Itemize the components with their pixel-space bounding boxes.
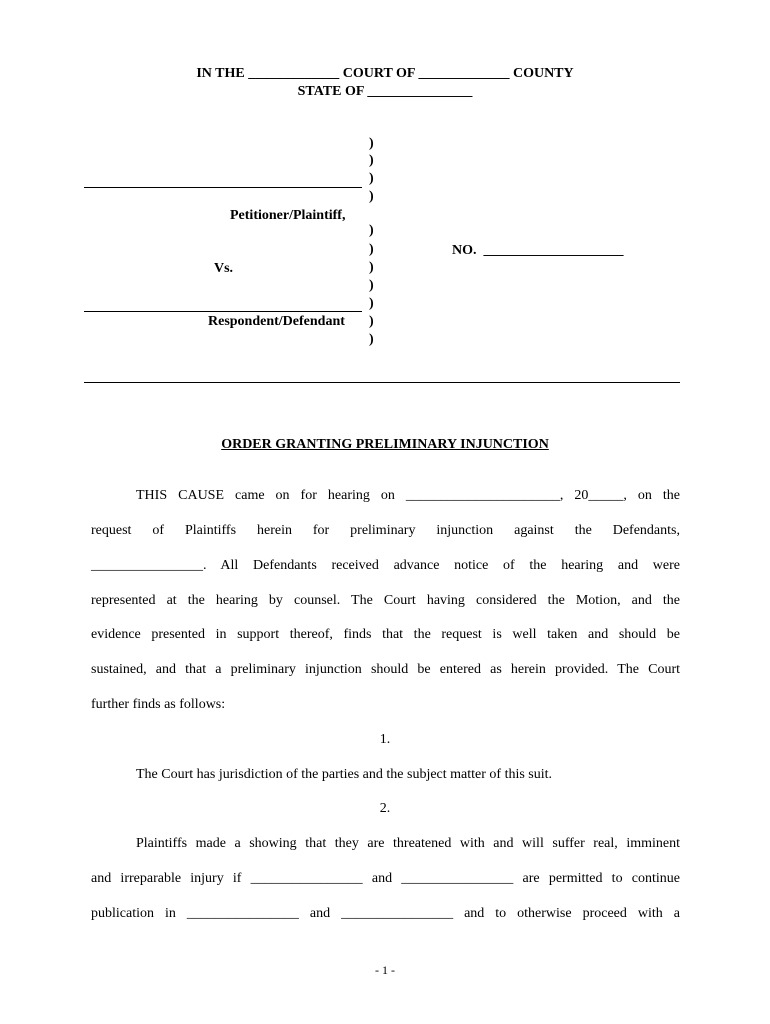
respondent-name-line (84, 311, 362, 312)
caption-paren: ) (369, 153, 374, 168)
petitioner-name-line (84, 187, 362, 188)
paragraph-line: evidence presented in support thereof, finds that the request is well taken and should be (91, 627, 680, 642)
caption-paren: ) (369, 278, 374, 293)
finding-number: 1. (379, 732, 391, 747)
paragraph-line: Plaintiffs made a showing that they are threatened with and will suffer real, imminent (136, 836, 680, 851)
page-number: - 1 - (375, 963, 395, 977)
paragraph-line: further finds as follows: (91, 697, 226, 712)
paragraph-line: request of Plaintiffs herein for preliminary injunction against the Defendants, (91, 523, 680, 538)
paragraph-line: THIS CAUSE came on for hearing on ______________________, 20_____, on the (136, 488, 680, 503)
petitioner-label: Petitioner/Plaintiff, (230, 208, 346, 223)
respondent-label: Respondent/Defendant (208, 314, 345, 329)
caption-paren: ) (369, 223, 374, 238)
caption-paren: ) (369, 314, 374, 329)
caption-separator (84, 382, 680, 383)
paragraph-line: represented at the hearing by counsel. The Court having considered the Motion, and the (91, 593, 680, 608)
paragraph-line: ________________. All Defendants received advance notice of the hearing and were (91, 558, 680, 573)
caption-paren: ) (369, 136, 374, 151)
caption-paren: ) (369, 260, 374, 275)
caption-paren: ) (369, 189, 374, 204)
caption-paren: ) (369, 296, 374, 311)
finding-text: The Court has jurisdiction of the parties and the subject matter of this suit. (136, 767, 553, 782)
caption-paren: ) (369, 332, 374, 347)
paragraph-line: publication in ________________ and ________________ and to otherwise proceed with a (91, 906, 680, 921)
court-header-line: IN THE _____________ COURT OF _____________ COUNTY (196, 66, 574, 81)
caption-paren: ) (369, 242, 374, 257)
paragraph-line: sustained, and that a preliminary injunction should be entered as herein provided. The Court (91, 662, 680, 677)
case-number-field: NO. ____________________ (452, 243, 624, 258)
caption-paren: ) (369, 171, 374, 186)
finding-number: 2. (379, 801, 391, 816)
paragraph-line: and irreparable injury if ________________ and ________________ are permitted to continue (91, 871, 680, 886)
state-header-line: STATE OF _______________ (297, 84, 473, 99)
order-title: ORDER GRANTING PRELIMINARY INJUNCTION (221, 437, 549, 452)
vs-label: Vs. (214, 261, 234, 276)
